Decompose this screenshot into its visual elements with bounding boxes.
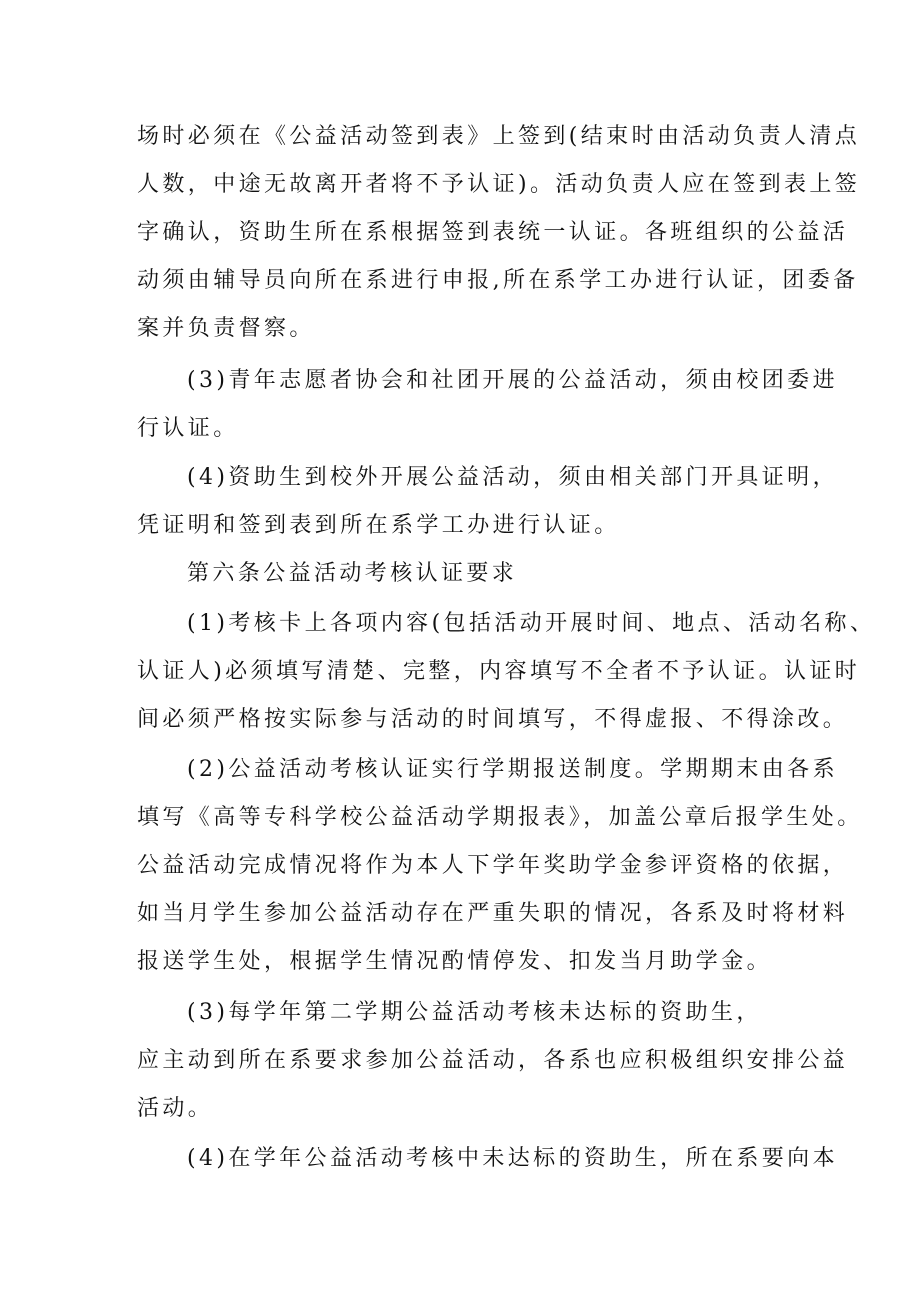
text-line: (4)资助生到校外开展公益活动，须由相关部门开具证明， xyxy=(187,465,838,490)
text-line: 间必须严格按实际参与活动的时间填写，不得虚报、不得涂改。 xyxy=(137,707,849,732)
text-line: (1)考核卡上各项内容(包括活动开展时间、地点、活动名称、 xyxy=(187,611,876,636)
text-line: (3)每学年第二学期公益活动考核未达标的资助生， xyxy=(187,1000,762,1025)
text-line: 如当月学生参加公益活动存在严重失职的情况，各系及时将材料 xyxy=(137,901,849,926)
text-line: 应主动到所在系要求参加公益活动，各系也应积极组织安排公益 xyxy=(137,1048,849,1073)
text-line: 报送学生处，根据学生情况酌情停发、扣发当月助学金。 xyxy=(137,949,773,974)
text-line: (4)在学年公益活动考核中未达标的资助生，所在系要向本 xyxy=(187,1146,838,1171)
text-line: 填写《高等专科学校公益活动学期报表》，加盖公章后报学生处。 xyxy=(137,805,863,830)
text-line: 场时必须在《公益活动签到表》上签到(结束时由活动负责人清点 xyxy=(137,124,861,149)
text-line: 公益活动完成情况将作为本人下学年奖助学金参评资格的依据， xyxy=(137,853,849,878)
text-line: 动须由辅导员向所在系进行申报,所在系学工办进行认证，团委备 xyxy=(137,268,859,293)
text-line: 凭证明和签到表到所在系学工办进行认证。 xyxy=(137,513,620,538)
text-line: 行认证。 xyxy=(137,416,239,441)
text-line: 字确认，资助生所在系根据签到表统一认证。各班组织的公益活 xyxy=(137,220,849,245)
section-heading: 第六条公益活动考核认证要求 xyxy=(187,561,518,586)
text-line: 案并负责督察。 xyxy=(137,316,315,341)
text-line: (3)青年志愿者协会和社团开展的公益活动，须由校团委进 xyxy=(187,368,838,393)
text-line: 人数，中途无故离开者将不予认证)。活动负责人应在签到表上签 xyxy=(137,172,861,197)
text-line: 认证人)必须填写清楚、完整，内容填写不全者不予认证。认证时 xyxy=(137,659,861,684)
text-line: 活动。 xyxy=(137,1096,214,1121)
text-line: (2)公益活动考核认证实行学期报送制度。学期期末由各系 xyxy=(187,757,838,782)
